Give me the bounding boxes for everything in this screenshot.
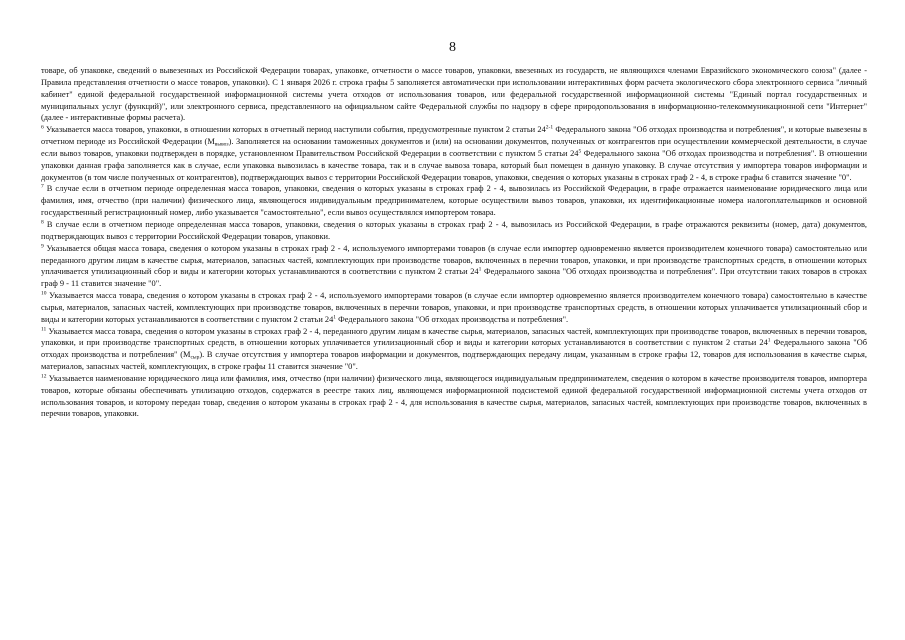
footnote-marker: 11 [41, 326, 47, 333]
footnote-marker: 12 [41, 373, 47, 380]
footnote-6 [41, 124, 867, 183]
footnote-text: Федерального закона "Об отходах производства и потребления". При отсутствии таких товаров в строках граф 9 - 11 ставится значение "0". [41, 267, 867, 289]
footnote-text: Указывается общая масса товара, сведения о котором указаны в строках граф 2 - 4, используемого импортерами товаров (в случае если импортер одновременно является производителем конечного товара) самостоятельно или переданного другим лицам в качестве сырья, материалов, запасных частей, комплектующих при производстве товаров, включенных в перечни товаров, упаковки, и при производстве транспортных средств, в отношении которых уплачивается утилизационный сбор и виды и категории которых устанавливаются в соответствии с пунктом 2 статьи 24 [41, 243, 867, 277]
footnote-text: В случае если в отчетном периоде определенная масса товаров, упаковки, сведения о которых указаны в строках граф 2 - 4, вывозилась из Российской Федерации, в графе отражается наименование юридического лица или фамилия, имя, отчество (при наличии) физического лица, являющегося индивидуальным предпринимателем, которые осуществили вывоз товаров, упаковки, их идентификационные номера налогоплательщиков и основной государственный регистрационный номер, либо указывается "самостоятельно", если вывоз осуществлялся импортером товара. [41, 184, 868, 218]
superscript: 1 [767, 337, 771, 344]
footnote-text: Федерального закона "Об отходах производства и потребления", и которые вывезены в отчетном периоде из Российской Федерации (М [41, 125, 868, 147]
footnote-marker: 9 [41, 243, 44, 250]
footnote-text: ). В случае отсутствия у импортера товаров информации и документов, подтверждающих передачу лицам, указанным в строке графы 12, товаров для использования в качестве сырья, материалов, запасных частей, комплектующих, в строке графы 11 ставится значение "0". [41, 350, 867, 372]
footnote-11 [41, 326, 867, 373]
subscript: вывоз [214, 141, 229, 148]
footnote-text: Указывается наименование юридического лица или фамилия, имя, отчество (при наличии) физического лица, являющегося индивидуальным предпринимателем, сведения о котором в качестве производителя товаров, импортера товаров, которые обязаны обеспечивать утилизацию отходов, содержатся в реестре таких лиц, являющемся информационной подсистемой единой федеральной государственной информационной системы учета отходов от использования товаров, и которому передан товар, сведения о котором указаны в строках граф 2 - 4, для использования в качестве сырья, материалов, запасных частей, комплектующих при производстве товаров, включенных в перечни товаров, упаковки. [41, 373, 868, 419]
footnote-marker: 7 [41, 183, 44, 190]
footnotes-body [41, 65, 867, 420]
footnote-10 [41, 290, 867, 326]
superscript: 1 [333, 314, 337, 321]
footnote-8 [41, 219, 867, 243]
footnote-text: Федерального закона "Об отходах производства и потребления". В отношении упаковки данная графа заполняется как в случае, если упаковка вывозилась в качестве товара, так и в случае вывоза товара, который был помещен в данную упаковку. В случае отсутствия у импортера товаров информации и документов (в том числе полученных от контрагентов), подтверждающих вывоз с территории Российской Федерации товаров, упаковки, сведения о которых указаны в строках граф 2 - 4, в строке графы 6 ставится значение "0". [41, 148, 867, 182]
footnote-text: Федерального закона "Об отходах производства и потребления". [336, 314, 569, 324]
continuation-paragraph: товаре, об упаковке, сведений о вывезенных из Российской Федерации товарах, упаковке, отчетности о массе товаров, упаковки, ввезенных из государств, не являющихся членами Евразийского экономического союза" (далее - Правила представления отчетности о массе товаров, упаковки). С 1 января 2026 г. строка графы 5 заполняется автоматически при использовании интерактивных форм расчета экологического сбора электронного сервиса "личный кабинет" единой федеральной государственной информационной системы учета отходов от использования товаров, или федеральной государственной информационной системы "Единый портал государственных и муниципальных услуг (функций)", или электронного сервиса, представленного на официальном сайте Федеральной службы по надзору в сфере природопользования в информационно-телекоммуникационной сети "Интернет" (далее - интерактивные формы расчета). [41, 66, 867, 123]
footnote-text: Указывается масса товара, сведения о котором указаны в строках граф 2 - 4, используемого импортерами товаров (в случае если импортер одновременно является производителем конечного товара) самостоятельно в качестве сырья, материалов, запасных частей, комплектующих при производстве товаров, включенных в перечни товаров, упаковки, и при производстве транспортных средств, в отношении которых уплачивается утилизационный сбор и виды и категории которых устанавливаются в соответствии с пунктом 2 статьи 24 [41, 291, 868, 324]
superscript: 5 [578, 148, 582, 155]
footnote-9 [41, 243, 867, 290]
footnote-text: ). Заполняется на основании таможенных документов и (или) на основании документов, полученных от контрагентов при осуществлении коммерческой деятельности, в случае если вывоз товаров, упаковки подтвержден в порядке, установленном Правительством Российской Федерации в соответствии с пунктом 5 статьи 24 [41, 137, 867, 158]
footnote-text: Федерального закона "Об отходах производства и потребления" (М [41, 338, 868, 360]
subscript: сыр [190, 354, 200, 361]
footnote-12 [41, 373, 867, 420]
footnote-text: Указывается масса товаров, упаковки, в отношении которых в отчетный период наступили события, предусмотренные пунктом 2 статьи 24 [46, 125, 546, 135]
superscript: 1 [478, 266, 482, 273]
footnote-marker: 10 [41, 290, 47, 297]
footnote-marker: 6 [41, 124, 44, 131]
footnote-text: В случае если в отчетном периоде определенная масса товаров, упаковки, сведения о которых указаны в строках граф 2 - 4, вывозилась из Российской Федерации, в графе отражаются реквизиты (номер, дата) документов, подтверждающих вывоз с территории Российской Федерации товаров, упаковки. [41, 219, 868, 241]
footnote-text: Указывается масса товара, сведения о котором указаны в строках граф 2 - 4, переданного другим лицам в качестве сырья, материалов, запасных частей, комплектующих при производстве товаров, включенных в перечни товаров, упаковки, и при производстве транспортных средств, в отношении которых уплачивается утилизационный сбор и виды и категории которых устанавливаются в соответствии с пунктом 2 статьи 24 [41, 326, 867, 348]
superscript: 2-1 [545, 124, 554, 131]
footnote-marker: 8 [41, 219, 44, 226]
page-number: 8 [449, 40, 456, 55]
footnote-7 [41, 183, 867, 219]
